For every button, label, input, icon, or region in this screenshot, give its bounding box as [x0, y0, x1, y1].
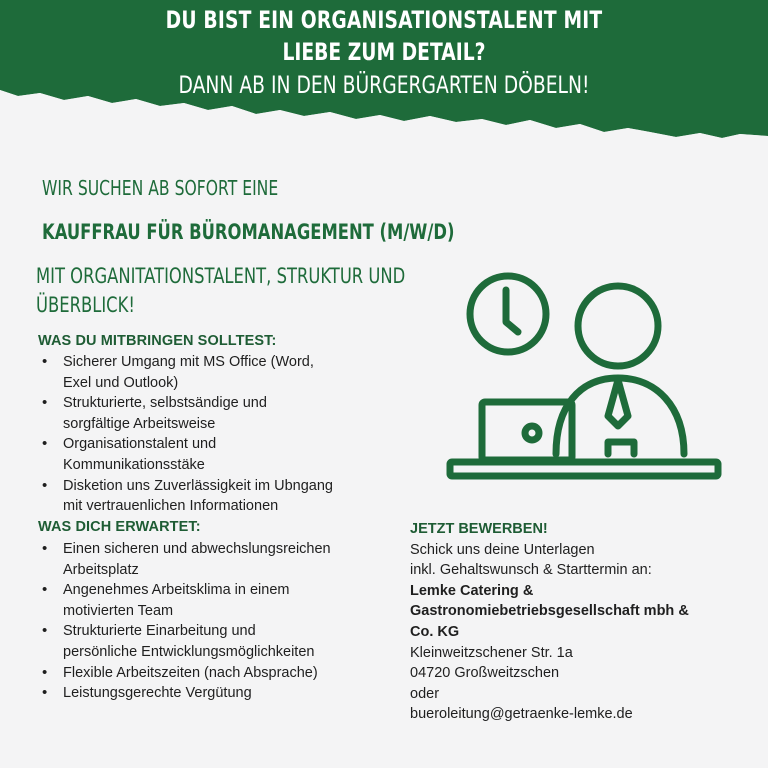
apply-section — [410, 519, 750, 725]
headline-line-3: DANN AB IN DEN BÜRGERGARTEN DÖBELN! — [178, 71, 590, 99]
headline-line-2: LIEBE ZUM DETAIL? — [282, 38, 486, 66]
apply-line-2: inkl. Gehaltswunsch & Starttermin an: — [410, 562, 652, 579]
benefits-list — [38, 539, 398, 704]
list-item: • Strukturierte, selbstsändige und sorgfältige Arbeitsweise — [38, 393, 398, 434]
list-item: • Sicherer Umgang mit MS Office (Word, Exel und Outlook) — [38, 352, 398, 393]
company-name-3: Co. KG — [410, 623, 460, 640]
apply-line-1: Schick uns deine Unterlagen — [410, 541, 595, 558]
or-text: oder — [410, 685, 440, 702]
tagline — [36, 262, 509, 320]
list-item: • Angenehmes Arbeitsklima in einem motivierten Team — [38, 580, 398, 621]
list-item: • Disketion uns Zuverlässigkeit im Ubngang mit vertrauenlichen Informationen — [38, 476, 398, 517]
list-item: • Leistungsgerechte Vergütung — [38, 683, 398, 704]
benefits-heading: WAS DICH ERWARTET: — [38, 519, 201, 535]
address-street: Kleinweitzschener Str. 1a — [410, 644, 573, 661]
job-title: KAUFFRAU FÜR BÜROMANAGEMENT (M/W/D) — [42, 220, 455, 244]
intro-text: WIR SUCHEN AB SOFORT EINE — [42, 176, 279, 200]
header-banner — [0, 0, 768, 150]
tagline-line-2: ÜBERBLICK! — [36, 293, 135, 317]
tagline-line-1: MIT ORGANITATIONSTALENT, STRUKTUR UND — [36, 264, 406, 288]
list-item: • Flexible Arbeitszeiten (nach Absprache) — [38, 663, 398, 684]
headline-line-1: DU BIST EIN ORGANISATIONSTALENT MIT — [165, 6, 603, 34]
list-item: • Einen sicheren und abwechslungsreichen Arbeitsplatz — [38, 539, 398, 580]
list-item: • Strukturierte Einarbeitung und persönliche Entwicklungsmöglichkeiten — [38, 621, 398, 662]
apply-heading: JETZT BEWERBEN! — [410, 521, 548, 537]
company-name-2: Gastronomiebetriebsgesellschaft mbh & — [410, 603, 689, 620]
email-address[interactable]: bueroleitung@getraenke-lemke.de — [410, 706, 633, 723]
list-item: • Organisationstalent und Kommunikationsstäke — [38, 434, 398, 475]
requirements-heading: WAS DU MITBRINGEN SOLLTEST: — [38, 333, 277, 349]
office-worker-laptop-clock-icon — [440, 266, 730, 490]
address-city: 04720 Großweitzschen — [410, 665, 560, 682]
requirements-list — [38, 352, 398, 517]
company-name-1: Lemke Catering & — [410, 582, 534, 599]
